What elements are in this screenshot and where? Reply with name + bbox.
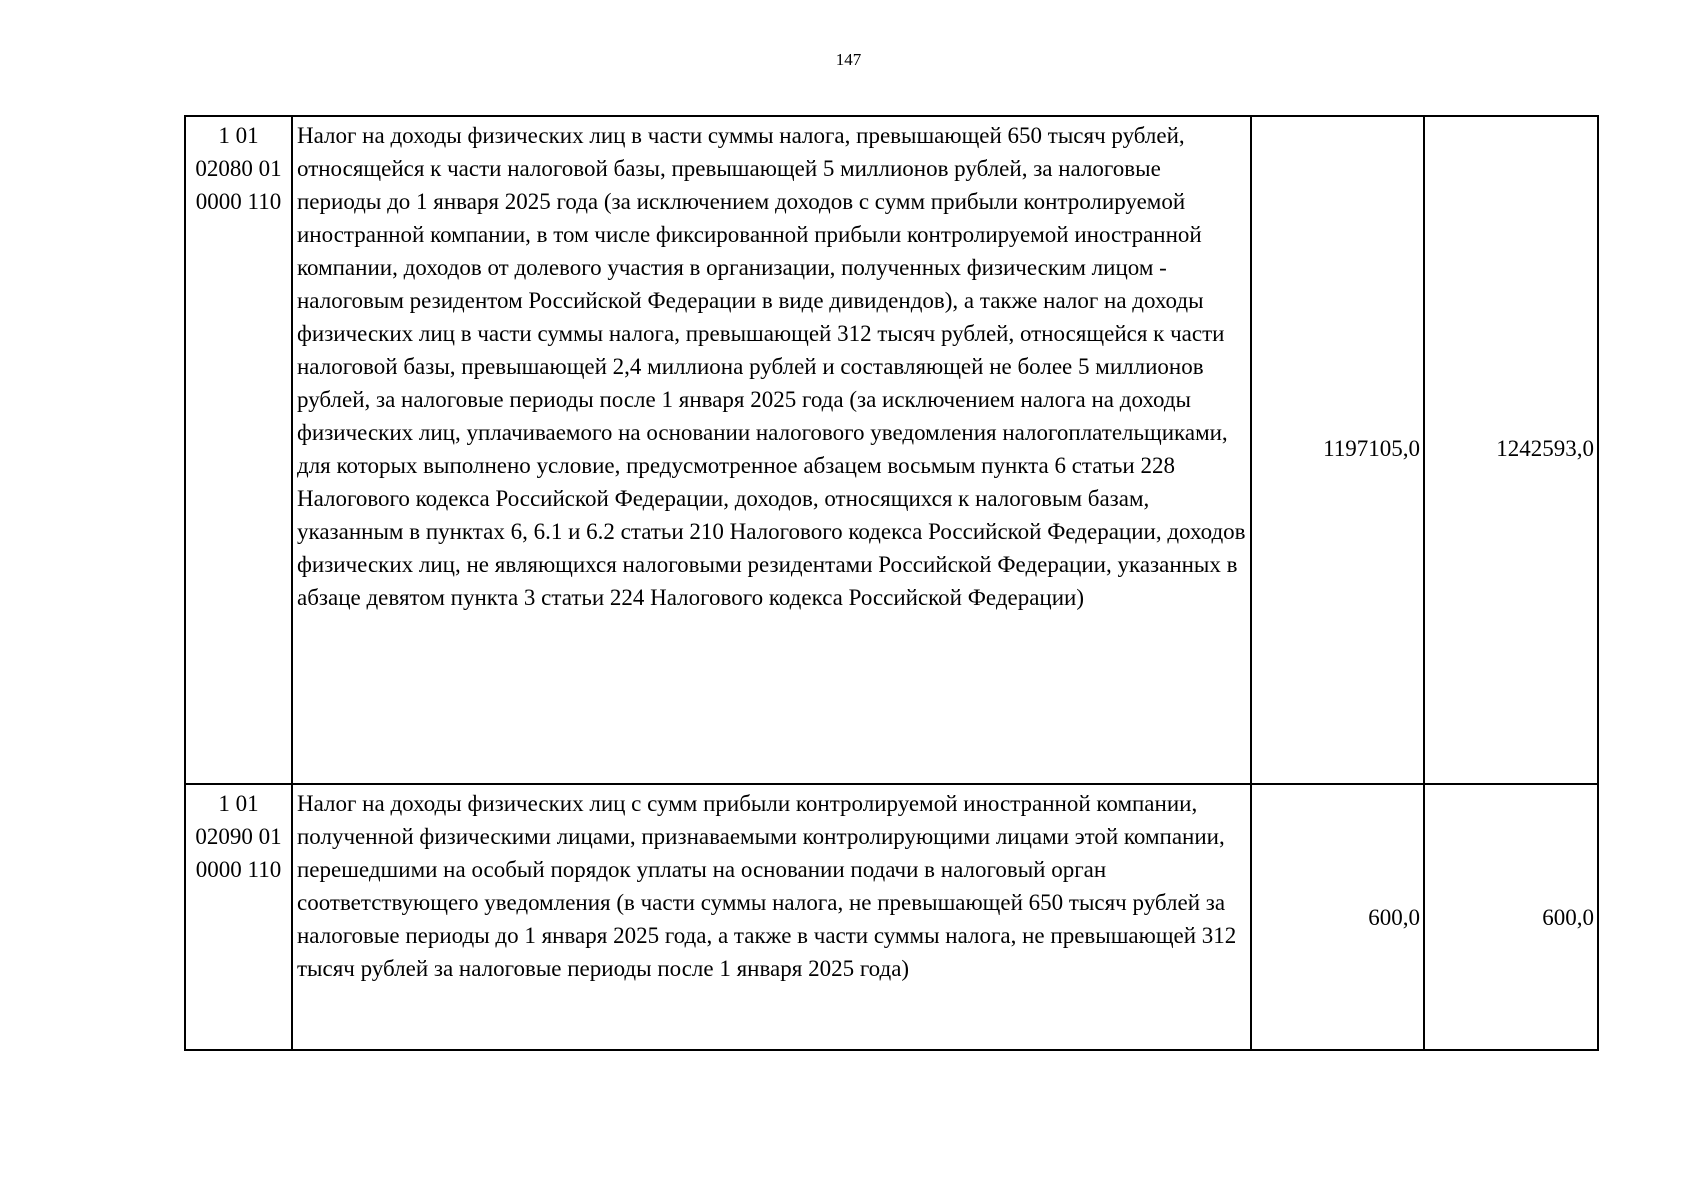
budget-code-cell: 1 01 02090 01 0000 110 (185, 784, 292, 1050)
amount-year-2-cell: 600,0 (1424, 784, 1598, 1050)
table-row (185, 116, 1598, 784)
budget-classification-table (184, 115, 1599, 1051)
amount-year-1-cell: 1197105,0 (1251, 116, 1424, 784)
budget-code-cell: 1 01 02080 01 0000 110 (185, 116, 292, 784)
amount-year-2-cell: 1242593,0 (1424, 116, 1598, 784)
table-row (185, 784, 1598, 1050)
amount-year-1-cell: 600,0 (1251, 784, 1424, 1050)
revenue-name-cell: Налог на доходы физических лиц с сумм прибыли контролируемой иностранной компании, полученной физическими лицами, признаваемыми контролирующими лицами этой компании, перешедшими на особый порядок уплаты на основании подачи в налоговый орган соответствующего уведомления (в части суммы налога, не превышающей 650 тысяч рублей за налоговые периоды до 1 января 2025 года, а также в части суммы налога, не превышающей 312 тысяч рублей за налоговые периоды после 1 января 2025 года) (292, 784, 1251, 1050)
page-number: 147 (835, 50, 862, 69)
revenue-name-cell: Налог на доходы физических лиц в части суммы налога, превышающей 650 тысяч рублей, относящейся к части налоговой базы, превышающей 5 миллионов рублей, за налоговые периоды до 1 января 2025 года (за исключением доходов с сумм прибыли контролируемой иностранной компании, в том числе фиксированной прибыли контролируемой иностранной компании, доходов от долевого участия в организации, полученных физическим лицом - налоговым резидентом Российской Федерации в виде дивидендов), а также налог на доходы физических лиц в части суммы налога, превышающей 312 тысяч рублей, относящейся к части налоговой базы, превышающей 2,4 миллиона рублей и составляющей не более 5 миллионов рублей, за налоговые периоды после 1 января 2025 года (за исключением налога на доходы физических лиц, уплачиваемого на основании налогового уведомления налогоплательщиками, для которых выполнено условие, предусмотренное абзацем восьмым пункта 6 статьи 228 Налогового кодекса Российской Федерации, доходов, относящихся к налоговым базам, указанным в пунктах 6, 6.1 и 6.2 статьи 210 Налогового кодекса Российской Федерации, доходов физических лиц, не являющихся налоговыми резидентами Российской Федерации, указанных в абзаце девятом пункта 3 статьи 224 Налогового кодекса Российской Федерации) (292, 116, 1251, 784)
